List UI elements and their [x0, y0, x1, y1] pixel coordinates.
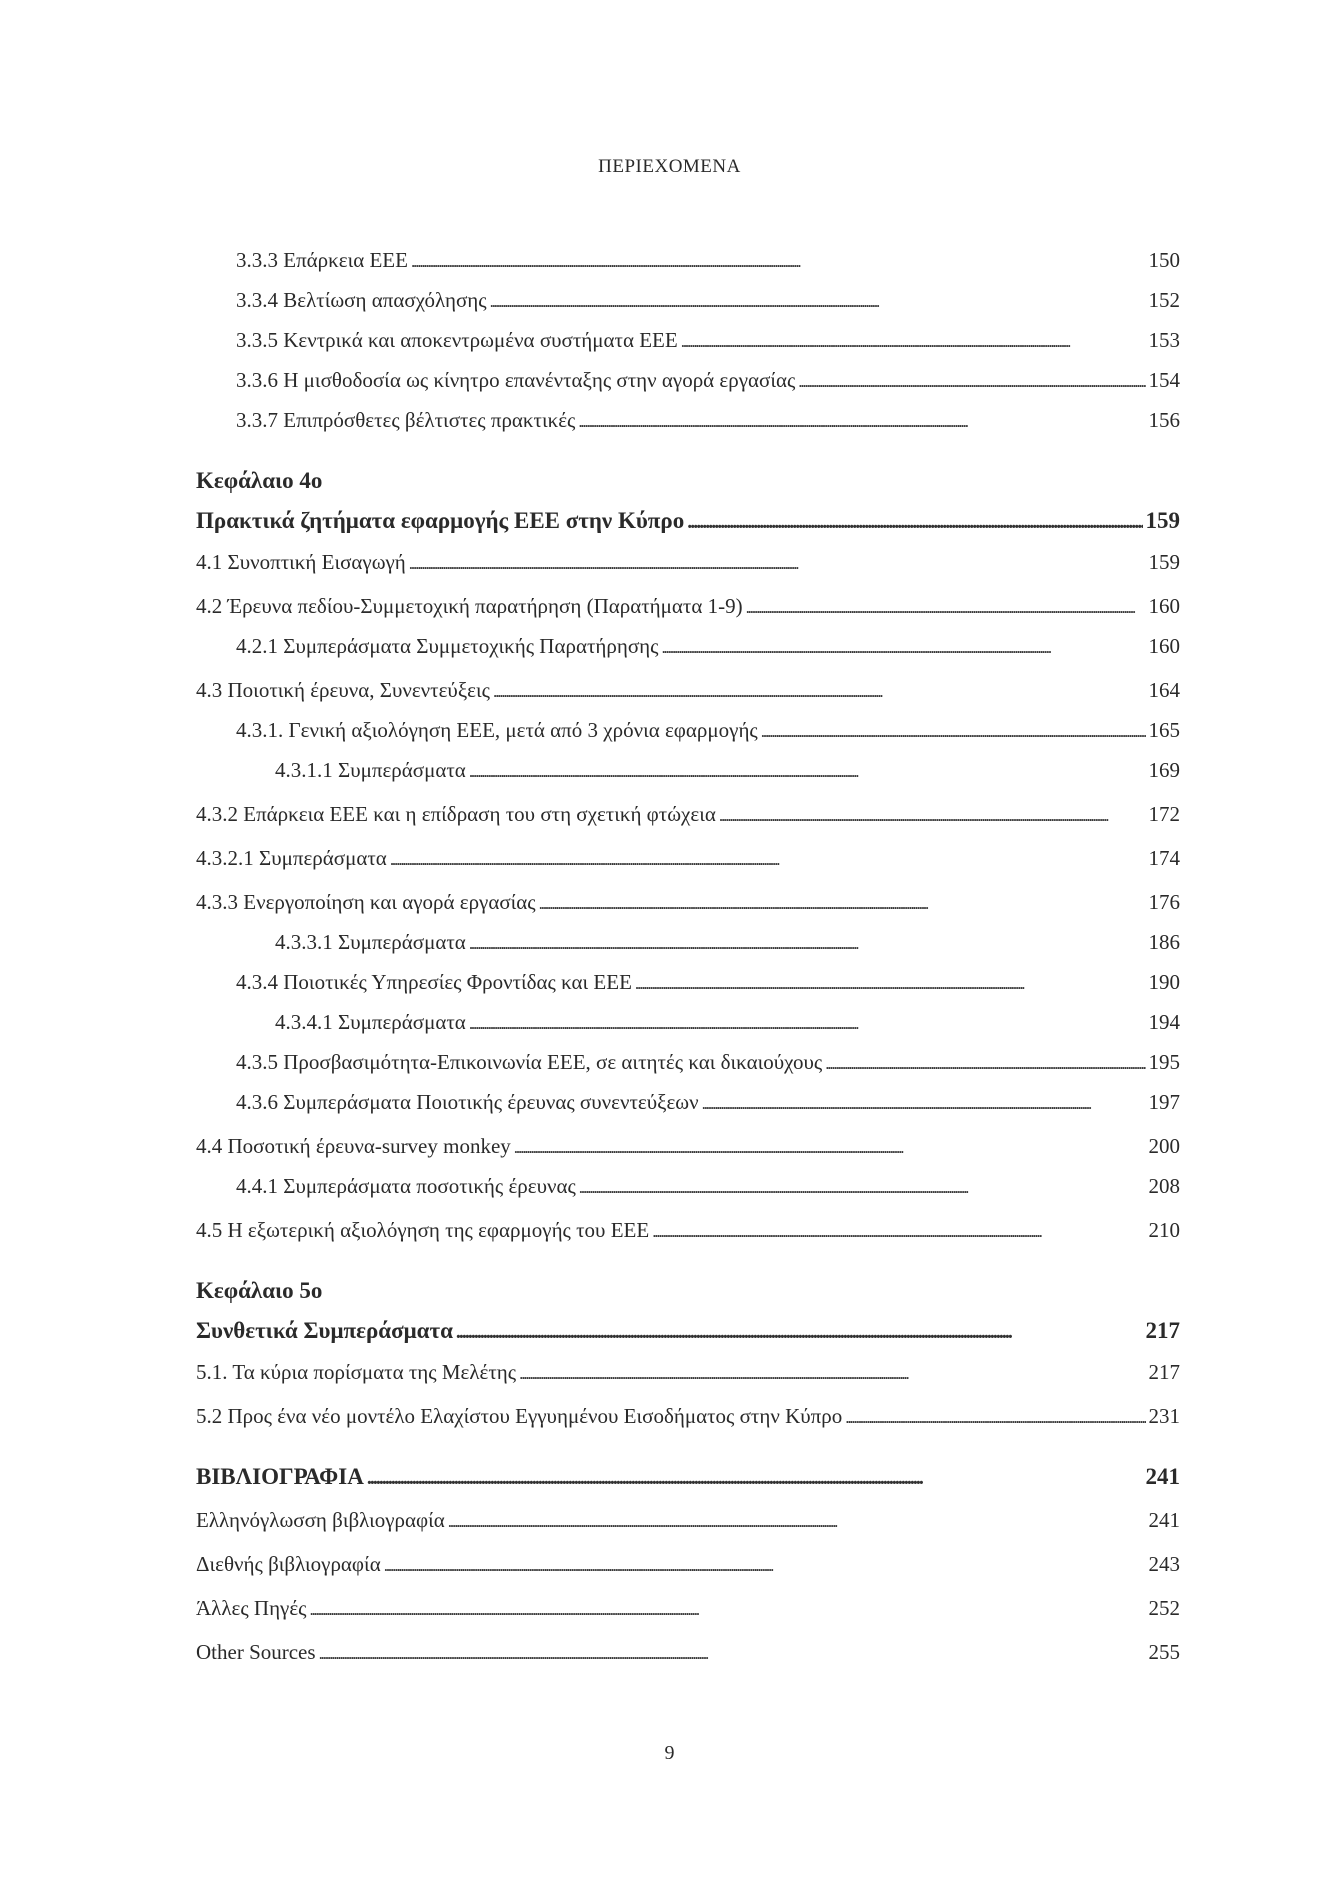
- dot-leader: [719, 802, 1146, 827]
- toc-entry[interactable]: [196, 1218, 1180, 1243]
- toc-entry-page: 231: [1148, 1404, 1180, 1428]
- toc-entry[interactable]: [196, 678, 1180, 703]
- toc-entry[interactable]: [196, 1134, 1180, 1159]
- toc-entry[interactable]: [196, 550, 1180, 575]
- toc-entry-title: 4.3.3.1 Συμπεράσματα: [275, 930, 466, 954]
- toc-entry-page: 176: [1148, 890, 1180, 914]
- dot-leader: [798, 368, 1145, 393]
- toc-entry-page: 210: [1148, 1218, 1180, 1242]
- dot-leader: [469, 930, 1146, 955]
- toc-entry[interactable]: [196, 1552, 1180, 1577]
- toc-entry-page: 194: [1148, 1010, 1180, 1034]
- toc-entry[interactable]: [236, 328, 1180, 353]
- dot-leader: [746, 594, 1146, 619]
- page-number: 9: [664, 1742, 675, 1764]
- dot-leader: [702, 1090, 1146, 1115]
- toc-entry[interactable]: [236, 368, 1180, 393]
- toc-entry-title: 3.3.3 Επάρκεια ΕΕΕ: [236, 248, 408, 272]
- toc-entry[interactable]: [196, 802, 1180, 827]
- toc-entry-title: 4.2 Έρευνα πεδίου-Συμμετοχική παρατήρηση (Παρατήματα 1-9): [196, 594, 743, 618]
- toc-entry-page: 186: [1148, 930, 1180, 954]
- toc-entry-page: 153: [1148, 328, 1180, 352]
- toc-entry-title: 4.3.2 Επάρκεια ΕΕΕ και η επίδραση του στη σχετική φτώχεια: [196, 802, 716, 826]
- toc-entry-page: 150: [1148, 248, 1180, 272]
- toc-entry-title: 3.3.4 Βελτίωση απασχόλησης: [236, 288, 487, 312]
- dot-leader: [448, 1508, 1146, 1533]
- toc-entry-page: 217: [1148, 1360, 1180, 1384]
- toc-entry[interactable]: [236, 408, 1180, 433]
- toc-entry[interactable]: [196, 1404, 1180, 1429]
- toc-entry-title: Πρακτικά ζητήματα εφαρμογής ΕΕΕ στην Κύπρο: [196, 508, 685, 533]
- toc-entry-page: 255: [1148, 1640, 1180, 1664]
- dot-leader: [309, 1596, 1145, 1621]
- toc-entry[interactable]: [236, 718, 1180, 743]
- toc-entry-page: 190: [1148, 970, 1180, 994]
- toc-entry-page: 164: [1148, 678, 1180, 702]
- toc-entry[interactable]: [196, 890, 1180, 915]
- toc-entry-title: 4.5 Η εξωτερική αξιολόγηση της εφαρμογής του ΕΕΕ: [196, 1218, 650, 1242]
- toc-entry[interactable]: [196, 594, 1180, 619]
- toc-entry[interactable]: [275, 758, 1180, 783]
- toc-entry-page: 165: [1148, 718, 1180, 742]
- toc-entry-title: 4.3.4.1 Συμπεράσματα: [275, 1010, 466, 1034]
- toc-entry[interactable]: [236, 1090, 1180, 1115]
- toc-entry-title: 3.3.6 Η μισθοδοσία ως κίνητρο επανένταξης στην αγορά εργασίας: [236, 368, 796, 392]
- chapter-label: Κεφάλαιο 5ο: [196, 1278, 323, 1303]
- dot-leader: [469, 758, 1146, 783]
- dot-leader: [539, 890, 1146, 915]
- dot-leader: [687, 508, 1142, 534]
- toc-entry-page: 154: [1148, 368, 1180, 392]
- dot-leader: [456, 1318, 1143, 1344]
- page-title: ΠΕΡΙΕΧΟΜΕΝΑ: [598, 156, 741, 177]
- toc-entry-title: 3.3.5 Κεντρικά και αποκεντρωμένα συστήματα ΕΕΕ: [236, 328, 678, 352]
- toc-entry[interactable]: [275, 930, 1180, 955]
- toc-entry-title: 3.3.7 Επιπρόσθετες βέλτιστες πρακτικές: [236, 408, 576, 432]
- toc-entry-page: 243: [1148, 1552, 1180, 1576]
- toc-entry[interactable]: [236, 1050, 1180, 1075]
- toc-entry-title: 4.3.4 Ποιοτικές Υπηρεσίες Φροντίδας και ΕΕΕ: [236, 970, 632, 994]
- toc-chapter-entry[interactable]: [196, 1318, 1180, 1344]
- toc-entry-page: 159: [1145, 508, 1180, 533]
- toc-entry[interactable]: [236, 634, 1180, 659]
- toc-entry-title: 5.2 Προς ένα νέο μοντέλο Ελαχίστου Εγγυημένου Εισοδήματος στην Κύπρο: [196, 1404, 843, 1428]
- dot-leader: [367, 1464, 1143, 1490]
- toc-entry-title: Ελληνόγλωσση βιβλιογραφία: [196, 1508, 445, 1532]
- dot-leader: [661, 634, 1145, 659]
- toc-entry[interactable]: [196, 846, 1180, 871]
- toc-entry-page: 169: [1148, 758, 1180, 782]
- toc-entry-title: 4.1 Συνοπτική Εισαγωγή: [196, 550, 406, 574]
- dot-leader: [761, 718, 1146, 743]
- dot-leader: [635, 970, 1146, 995]
- dot-leader: [519, 1360, 1145, 1385]
- toc-entry-title: Other Sources: [196, 1640, 316, 1664]
- toc-entry-title: Συνθετικά Συμπεράσματα: [196, 1318, 453, 1343]
- toc-entry-page: 160: [1148, 594, 1180, 618]
- toc-entry-page: 172: [1148, 802, 1180, 826]
- toc-entry-page: 160: [1148, 634, 1180, 658]
- toc-entry-title: 4.4.1 Συμπεράσματα ποσοτικής έρευνας: [236, 1174, 576, 1198]
- toc-entry[interactable]: [196, 1640, 1180, 1665]
- toc-entry-page: 241: [1148, 1508, 1180, 1532]
- toc-entry-page: 174: [1148, 846, 1180, 870]
- toc-entry-page: 159: [1148, 550, 1180, 574]
- dot-leader: [493, 678, 1146, 703]
- dot-leader: [578, 408, 1145, 433]
- toc-entry-title: 4.3.2.1 Συμπεράσματα: [196, 846, 387, 870]
- toc-chapter-entry[interactable]: [196, 1464, 1180, 1490]
- toc-entry-title: 4.3.6 Συμπεράσματα Ποιοτικής έρευνας συνεντεύξεων: [236, 1090, 699, 1114]
- toc-entry[interactable]: [236, 288, 1180, 313]
- dot-leader: [681, 328, 1146, 353]
- dot-leader: [845, 1404, 1145, 1429]
- toc-entry-title: 4.3 Ποιοτική έρευνα, Συνεντεύξεις: [196, 678, 490, 702]
- toc-entry-page: 195: [1148, 1050, 1180, 1074]
- toc-entry-title: 4.3.1.1 Συμπεράσματα: [275, 758, 466, 782]
- dot-leader: [319, 1640, 1146, 1665]
- toc-entry[interactable]: [196, 1508, 1180, 1533]
- dot-leader: [514, 1134, 1146, 1159]
- toc-entry[interactable]: [236, 248, 1180, 273]
- dot-leader: [579, 1174, 1146, 1199]
- toc-entry[interactable]: [275, 1010, 1180, 1035]
- dot-leader: [825, 1050, 1145, 1075]
- toc-entry-page: 217: [1145, 1318, 1180, 1343]
- dot-leader: [652, 1218, 1145, 1243]
- toc-entry-title: 4.3.3 Ενεργοποίηση και αγορά εργασίας: [196, 890, 536, 914]
- toc-entry-title: ΒΙΒΛΙΟΓΡΑΦΙΑ: [196, 1464, 364, 1489]
- toc-entry-title: 4.3.5 Προσβασιμότητα-Επικοινωνία ΕΕΕ, σε αιτητές και δικαιούχους: [236, 1050, 823, 1074]
- dot-leader: [411, 248, 1146, 273]
- toc-entry-title: 4.3.1. Γενική αξιολόγηση ΕΕΕ, μετά από 3 χρόνια εφαρμογής: [236, 718, 758, 742]
- toc-entry-title: 5.1. Τα κύρια πορίσματα της Μελέτης: [196, 1360, 517, 1384]
- toc-entry-page: 252: [1148, 1596, 1180, 1620]
- toc-chapter-entry[interactable]: [196, 508, 1180, 534]
- toc-entry-page: 152: [1148, 288, 1180, 312]
- chapter-label: Κεφάλαιο 4ο: [196, 468, 323, 493]
- toc-entry-title: Διεθνής βιβλιογραφία: [196, 1552, 381, 1576]
- toc-entry-page: 208: [1148, 1174, 1180, 1198]
- toc-entry-page: 156: [1148, 408, 1180, 432]
- toc-entry[interactable]: [236, 970, 1180, 995]
- toc-entry-title: 4.4 Ποσοτική έρευνα-survey monkey: [196, 1134, 511, 1158]
- dot-leader: [469, 1010, 1146, 1035]
- dot-leader: [490, 288, 1146, 313]
- dot-leader: [390, 846, 1146, 871]
- toc-entry[interactable]: [236, 1174, 1180, 1199]
- toc-entry-title: 4.2.1 Συμπεράσματα Συμμετοχικής Παρατήρησης: [236, 634, 659, 658]
- toc-entry-page: 200: [1148, 1134, 1180, 1158]
- toc-entry-title: Άλλες Πηγές: [196, 1596, 307, 1620]
- toc-entry-page: 241: [1145, 1464, 1180, 1489]
- dot-leader: [384, 1552, 1146, 1577]
- toc-entry[interactable]: [196, 1360, 1180, 1385]
- toc-entry-page: 197: [1148, 1090, 1180, 1114]
- toc-entry[interactable]: [196, 1596, 1180, 1621]
- dot-leader: [409, 550, 1146, 575]
